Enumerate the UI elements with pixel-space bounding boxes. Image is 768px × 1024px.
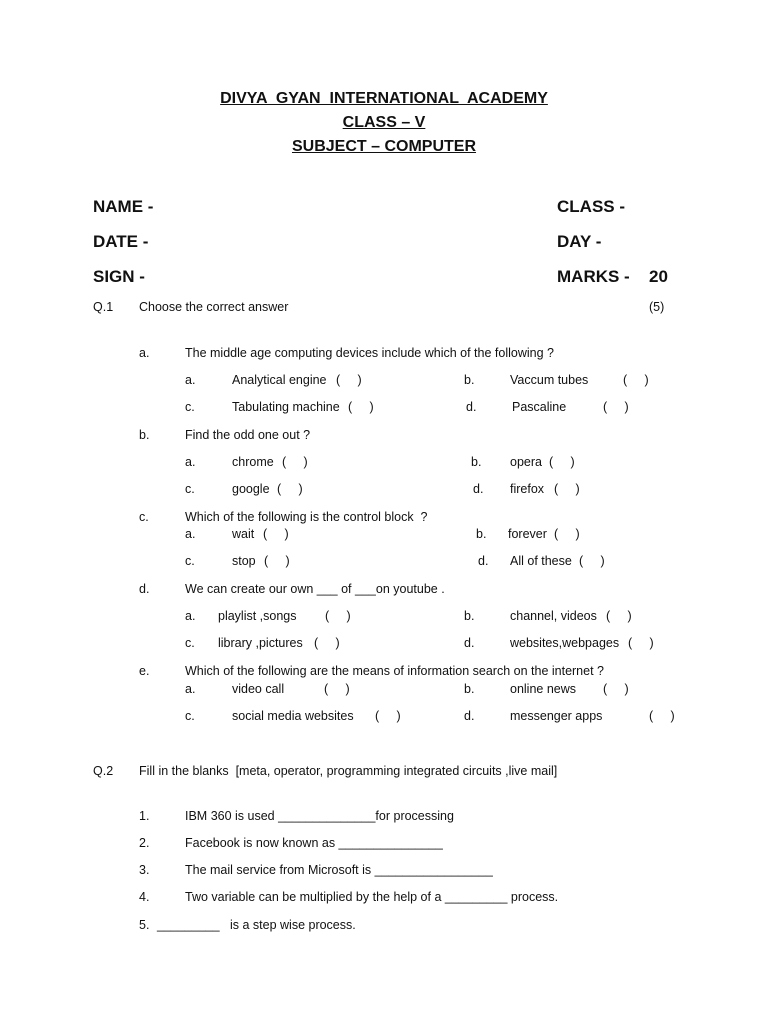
q1d-opt-a-text: playlist ,songs: [218, 609, 297, 623]
q1e-opt-b-blank: ( ): [603, 682, 629, 696]
q2-item-1-num: 1.: [139, 809, 150, 823]
q1e-question: Which of the following are the means of information search on the internet ?: [185, 664, 604, 678]
q1a-opt-d-blank: ( ): [603, 400, 629, 414]
q1c-label: c.: [139, 510, 149, 524]
q2-item-5-num: 5.: [139, 918, 150, 932]
q1e-opt-b-label: b.: [464, 682, 475, 696]
q1-marks: (5): [649, 300, 665, 314]
marks-label: MARKS -: [557, 267, 630, 286]
q1b-opt-c-blank: ( ): [277, 482, 303, 496]
q1e-opt-c-label: c.: [185, 709, 195, 723]
q1-number: Q.1: [93, 300, 114, 314]
q1c-question: Which of the following is the control block ?: [185, 510, 428, 524]
q1e-label: e.: [139, 664, 150, 678]
q1b-opt-a-text: chrome: [232, 455, 274, 469]
q1a-opt-a-blank: ( ): [336, 373, 362, 387]
q1a-question: The middle age computing devices include which of the following ?: [185, 346, 554, 360]
q1c-opt-b-text: forever: [508, 527, 547, 541]
q1b-opt-b-blank: ( ): [549, 455, 575, 469]
q1b-opt-b-text: opera: [510, 455, 542, 469]
name-label: NAME -: [93, 197, 154, 216]
q1b-question: Find the odd one out ?: [185, 428, 311, 442]
date-label: DATE -: [93, 232, 149, 251]
q1d-opt-c-label: c.: [185, 636, 195, 650]
q1b-opt-d-blank: ( ): [554, 482, 580, 496]
q1a-opt-b-blank: ( ): [623, 373, 649, 387]
q1e-opt-c-blank: ( ): [375, 709, 401, 723]
q1b-label: b.: [139, 428, 150, 442]
q1c-opt-c-label: c.: [185, 554, 195, 568]
q2-item-4-text: Two variable can be multiplied by the help of a _________ process.: [185, 890, 559, 904]
day-label: DAY -: [557, 232, 602, 251]
q2-item-1-text: IBM 360 is used ______________for processing: [185, 809, 454, 823]
q1b-opt-a-blank: ( ): [282, 455, 308, 469]
q2-item-2-num: 2.: [139, 836, 150, 850]
subject-heading: SUBJECT – COMPUTER: [291, 138, 477, 155]
q1d-opt-a-label: a.: [185, 609, 196, 623]
q2-item-5-text: _________ is a step wise process.: [157, 918, 356, 932]
q1a-opt-c-label: c.: [185, 400, 195, 414]
q2-number: Q.2: [93, 764, 114, 778]
q1d-label: d.: [139, 582, 150, 596]
q1a-opt-c-blank: ( ): [348, 400, 374, 414]
q1c-opt-b-blank: ( ): [554, 527, 580, 541]
q1c-opt-d-blank: ( ): [579, 554, 605, 568]
q1-title: Choose the correct answer: [139, 300, 289, 314]
q1a-opt-c-text: Tabulating machine: [232, 400, 340, 414]
class-label: CLASS -: [557, 197, 625, 216]
q2-item-2-text: Facebook is now known as _______________: [185, 836, 443, 850]
q1e-opt-c-text: social media websites: [232, 709, 354, 723]
q1d-opt-a-blank: ( ): [325, 609, 351, 623]
q1b-opt-d-label: d.: [473, 482, 484, 496]
q1e-opt-d-blank: ( ): [649, 709, 675, 723]
q1e-opt-a-label: a.: [185, 682, 196, 696]
q2-item-3-num: 3.: [139, 863, 150, 877]
q1a-label: a.: [139, 346, 150, 360]
q1c-opt-c-text: stop: [232, 554, 256, 568]
q1c-opt-a-text: wait: [232, 527, 255, 541]
q1c-opt-b-label: b.: [476, 527, 487, 541]
q1e-opt-d-text: messenger apps: [510, 709, 603, 723]
q1e-opt-a-blank: ( ): [324, 682, 350, 696]
q1c-opt-a-label: a.: [185, 527, 196, 541]
q1a-opt-d-text: Pascaline: [512, 400, 567, 414]
q2-item-4-num: 4.: [139, 890, 150, 904]
q1a-opt-d-label: d.: [466, 400, 477, 414]
q1a-opt-b-label: b.: [464, 373, 475, 387]
q1d-question: We can create our own ___ of ___on youtube .: [185, 582, 445, 596]
q1b-opt-b-label: b.: [471, 455, 482, 469]
q1a-opt-a-label: a.: [185, 373, 196, 387]
marks-value: 20: [649, 267, 668, 286]
sign-label: SIGN -: [93, 267, 145, 286]
q1b-opt-c-text: google: [232, 482, 270, 496]
q1e-opt-a-text: video call: [232, 682, 285, 696]
q1c-opt-c-blank: ( ): [264, 554, 290, 568]
q1a-opt-b-text: Vaccum tubes: [510, 373, 589, 387]
q1d-opt-b-text: channel, videos: [510, 609, 597, 623]
q1d-opt-b-blank: ( ): [606, 609, 632, 623]
q2-item-3-text: The mail service from Microsoft is _________________: [185, 863, 493, 877]
q1b-opt-a-label: a.: [185, 455, 196, 469]
q1d-opt-c-blank: ( ): [314, 636, 340, 650]
q1c-opt-d-text: All of these: [510, 554, 572, 568]
q1c-opt-a-blank: ( ): [263, 527, 289, 541]
q1d-opt-c-text: library ,pictures: [218, 636, 303, 650]
q1d-opt-d-text: websites,webpages: [510, 636, 620, 650]
q1d-opt-d-label: d.: [464, 636, 475, 650]
q1d-opt-b-label: b.: [464, 609, 475, 623]
q1c-opt-d-label: d.: [478, 554, 489, 568]
q1d-opt-d-blank: ( ): [628, 636, 654, 650]
school-name: DIVYA GYAN INTERNATIONAL ACADEMY: [220, 90, 548, 107]
q1e-opt-d-label: d.: [464, 709, 475, 723]
q1a-opt-a-text: Analytical engine: [232, 373, 327, 387]
q1b-opt-c-label: c.: [185, 482, 195, 496]
class-heading: CLASS – V: [342, 114, 426, 131]
q1b-opt-d-text: firefox: [510, 482, 545, 496]
q1e-opt-b-text: online news: [510, 682, 577, 696]
q2-title: Fill in the blanks [meta, operator, programming integrated circuits ,live mail]: [139, 764, 558, 778]
